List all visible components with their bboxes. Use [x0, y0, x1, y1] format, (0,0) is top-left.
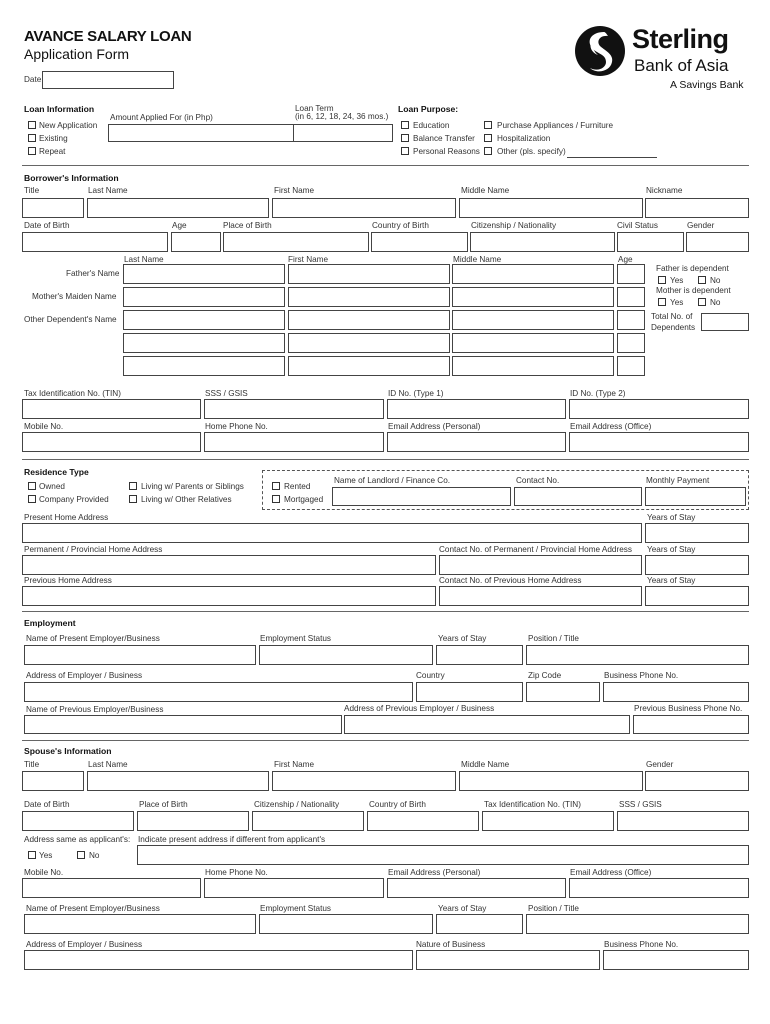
loan-type-label: Repeat	[39, 147, 66, 156]
field-label: Nickname	[646, 186, 683, 195]
field-label: SSS / GSIS	[619, 800, 662, 809]
no-label: No	[710, 276, 721, 285]
dependent-age[interactable]	[617, 333, 645, 353]
field-label: Place of Birth	[223, 221, 272, 230]
dependent-middle-name[interactable]	[452, 333, 614, 353]
last-name-field[interactable]	[87, 198, 269, 218]
brand-name: Sterling	[632, 24, 729, 54]
purpose-label: Other (pls. specify)	[497, 147, 566, 156]
checkbox-company-provided[interactable]	[28, 495, 36, 503]
loan-type-label: Existing	[39, 134, 68, 143]
loan-term-field[interactable]	[293, 124, 393, 142]
present-employer-field[interactable]	[24, 645, 256, 665]
field-label: Place of Birth	[139, 800, 188, 809]
total-dependents-field[interactable]	[701, 313, 749, 331]
field-label: Years of Stay	[647, 545, 696, 554]
mother-last-name[interactable]	[123, 287, 285, 307]
checkbox-education[interactable]	[401, 121, 409, 129]
dependent-first-name[interactable]	[288, 310, 450, 330]
field-label: Name of Landlord / Finance Co.	[334, 476, 451, 485]
father-first-name[interactable]	[288, 264, 450, 284]
field-label: Title	[24, 186, 40, 195]
permanent-contact-field[interactable]	[439, 555, 642, 575]
spouse-email-personal-field[interactable]	[387, 878, 566, 898]
purpose-label: Purchase Appliances / Furniture	[497, 121, 614, 130]
civil-status-field[interactable]	[617, 232, 684, 252]
checkbox-father-dep-yes[interactable]	[658, 276, 666, 284]
total-dependents-label: Dependents	[651, 323, 696, 332]
spouse-employer-field[interactable]	[24, 914, 256, 934]
field-label: Middle Name	[461, 760, 510, 769]
permanent-address-field[interactable]	[22, 555, 436, 575]
checkbox-mother-dep-no[interactable]	[698, 298, 706, 306]
checkbox-living-parents[interactable]	[129, 482, 137, 490]
loan-type-label: New Application	[39, 121, 98, 130]
other-specify-line[interactable]	[567, 157, 657, 158]
field-label: Date of Birth	[24, 800, 70, 809]
borrower-heading: Borrower's Information	[24, 173, 119, 183]
father-middle-name[interactable]	[452, 264, 614, 284]
field-label: Tax Identification No. (TIN)	[484, 800, 581, 809]
dependent-age[interactable]	[617, 356, 645, 376]
spouse-email-office-field[interactable]	[569, 878, 749, 898]
previous-business-phone-field[interactable]	[633, 715, 749, 734]
amount-field[interactable]	[108, 124, 294, 142]
spouse-citizenship-field[interactable]	[252, 811, 364, 831]
monthly-payment-field[interactable]	[645, 487, 746, 506]
country-of-birth-field[interactable]	[371, 232, 468, 252]
field-label: Permanent / Provincial Home Address	[24, 545, 163, 554]
total-dependents-label: Total No. of	[651, 312, 693, 321]
loan-term-sublabel: (in 6, 12, 18, 24, 36 mos.)	[295, 112, 389, 121]
dependent-last-name[interactable]	[123, 310, 285, 330]
spouse-gender-field[interactable]	[645, 771, 749, 791]
mother-middle-name[interactable]	[452, 287, 614, 307]
checkbox-same-no[interactable]	[77, 851, 85, 859]
mother-first-name[interactable]	[288, 287, 450, 307]
field-label: Zip Code	[528, 671, 562, 680]
permanent-years-field[interactable]	[645, 555, 749, 575]
mother-dependent-label: Mother is dependent	[656, 286, 731, 295]
field-label: Address of Previous Employer / Business	[344, 704, 495, 713]
field-label: Years of Stay	[438, 904, 487, 913]
column-label: First Name	[288, 255, 329, 264]
email-office-field[interactable]	[569, 432, 749, 452]
checkbox-same-yes[interactable]	[28, 851, 36, 859]
citizenship-field[interactable]	[470, 232, 615, 252]
field-label: Citizenship / Nationality	[254, 800, 340, 809]
field-label: Date of Birth	[24, 221, 70, 230]
spouse-years-field[interactable]	[436, 914, 523, 934]
date-of-birth-field[interactable]	[22, 232, 168, 252]
checkbox-living-relatives[interactable]	[129, 495, 137, 503]
field-label: Citizenship / Nationality	[471, 221, 557, 230]
spouse-tin-field[interactable]	[482, 811, 614, 831]
indicate-address-label: Indicate present address if different from applicant's	[138, 835, 326, 844]
residence-type-label: Company Provided	[39, 495, 109, 504]
field-label: Tax Identification No. (TIN)	[24, 389, 121, 398]
field-label: Last Name	[88, 760, 128, 769]
checkbox-existing[interactable]	[28, 134, 36, 142]
spouse-first-name-field[interactable]	[272, 771, 456, 791]
middle-name-field[interactable]	[459, 198, 643, 218]
father-dependent-label: Father is dependent	[656, 264, 729, 273]
residence-type-label: Living w/ Parents or Siblings	[141, 482, 244, 491]
field-label: Last Name	[88, 186, 128, 195]
field-label: Country	[416, 671, 445, 680]
field-label: Country of Birth	[369, 800, 426, 809]
loan-purpose-heading: Loan Purpose:	[398, 104, 459, 114]
field-label: Home Phone No.	[205, 868, 268, 877]
checkbox-purchase-appliances[interactable]	[484, 121, 492, 129]
spouse-heading: Spouse's Information	[24, 746, 112, 756]
field-label: Gender	[687, 221, 715, 230]
spouse-last-name-field[interactable]	[87, 771, 269, 791]
dependent-middle-name[interactable]	[452, 310, 614, 330]
amount-label: Amount Applied For (in Php)	[110, 113, 213, 122]
nickname-field[interactable]	[645, 198, 749, 218]
field-label: Name of Previous Employer/Business	[26, 705, 164, 714]
divider	[22, 740, 749, 741]
sterling-logo-icon	[572, 24, 628, 78]
no-label: No	[710, 298, 721, 307]
spouse-position-field[interactable]	[526, 914, 749, 934]
residence-type-label: Rented	[284, 482, 311, 491]
zip-code-field[interactable]	[526, 682, 600, 702]
present-years-field[interactable]	[645, 523, 749, 543]
previous-contact-field[interactable]	[439, 586, 642, 606]
field-label: Address of Employer / Business	[26, 671, 143, 680]
field-label: SSS / GSIS	[205, 389, 248, 398]
loan-term-label: Loan Term	[295, 104, 334, 113]
no-label: No	[89, 851, 100, 860]
dependent-last-name[interactable]	[123, 356, 285, 376]
field-label: Email Address (Personal)	[388, 868, 481, 877]
checkbox-mother-dep-yes[interactable]	[658, 298, 666, 306]
email-personal-field[interactable]	[387, 432, 566, 452]
home-phone-field[interactable]	[204, 432, 384, 452]
checkbox-hospitalization[interactable]	[484, 134, 492, 142]
checkbox-new-application[interactable]	[28, 121, 36, 129]
column-label: Last Name	[124, 255, 164, 264]
spouse-mobile-field[interactable]	[22, 878, 201, 898]
present-address-field[interactable]	[22, 523, 642, 543]
employment-years-field[interactable]	[436, 645, 523, 665]
loan-info-heading: Loan Information	[24, 104, 95, 114]
field-label: Contact No.	[516, 476, 560, 485]
column-label: Age	[618, 255, 633, 264]
field-label: Years of Stay	[647, 576, 696, 585]
field-label: First Name	[274, 760, 315, 769]
field-label: Country of Birth	[372, 221, 429, 230]
field-label: Mobile No.	[24, 422, 64, 431]
date-label: Date	[24, 75, 42, 84]
residence-type-label: Mortgaged	[284, 495, 324, 504]
field-label: Position / Title	[528, 634, 579, 643]
position-field[interactable]	[526, 645, 749, 665]
field-label: Position / Title	[528, 904, 579, 913]
previous-address-field[interactable]	[22, 586, 436, 606]
spouse-nature-of-business-field[interactable]	[416, 950, 600, 970]
brand-subname: Bank of Asia	[634, 56, 729, 75]
id-type2-field[interactable]	[569, 399, 749, 419]
title-field[interactable]	[22, 198, 84, 218]
spouse-country-field[interactable]	[367, 811, 479, 831]
purpose-label: Balance Transfer	[413, 134, 475, 143]
checkbox-mortgaged[interactable]	[272, 495, 280, 503]
field-label: Business Phone No.	[604, 940, 679, 949]
divider	[22, 459, 749, 460]
field-label: Business Phone No.	[604, 671, 679, 680]
purpose-label: Hospitalization	[497, 134, 551, 143]
field-label: Years of Stay	[647, 513, 696, 522]
checkbox-repeat[interactable]	[28, 147, 36, 155]
spouse-title-field[interactable]	[22, 771, 84, 791]
spouse-dob-field[interactable]	[22, 811, 134, 831]
dependent-first-name[interactable]	[288, 333, 450, 353]
checkbox-rented[interactable]	[272, 482, 280, 490]
field-label: Email Address (Office)	[570, 868, 652, 877]
purpose-label: Education	[413, 121, 450, 130]
other-dependent-label: Other Dependent's Name	[24, 315, 117, 324]
field-label: Present Home Address	[24, 513, 109, 522]
dependent-middle-name[interactable]	[452, 356, 614, 376]
purpose-label: Personal Reasons	[413, 147, 480, 156]
business-phone-field[interactable]	[603, 682, 749, 702]
first-name-field[interactable]	[272, 198, 456, 218]
father-label: Father's Name	[66, 269, 120, 278]
yes-label: Yes	[670, 276, 684, 285]
spouse-place-of-birth-field[interactable]	[137, 811, 249, 831]
field-label: Age	[172, 221, 187, 230]
gender-field[interactable]	[686, 232, 749, 252]
field-label: Title	[24, 760, 40, 769]
previous-employer-address-field[interactable]	[344, 715, 630, 734]
spouse-sss-field[interactable]	[617, 811, 749, 831]
dependent-first-name[interactable]	[288, 356, 450, 376]
divider	[22, 165, 749, 166]
previous-years-field[interactable]	[645, 586, 749, 606]
column-label: Middle Name	[453, 255, 502, 264]
date-field[interactable]	[42, 71, 174, 89]
previous-employer-field[interactable]	[24, 715, 342, 734]
field-label: Gender	[646, 760, 674, 769]
checkbox-balance-transfer[interactable]	[401, 134, 409, 142]
field-label: Contact No. of Previous Home Address	[439, 576, 582, 585]
place-of-birth-field[interactable]	[223, 232, 369, 252]
field-label: Name of Present Employer/Business	[26, 634, 160, 643]
divider	[22, 611, 749, 612]
residence-type-label: Owned	[39, 482, 65, 491]
field-label: Email Address (Office)	[570, 422, 652, 431]
spouse-middle-name-field[interactable]	[459, 771, 643, 791]
dependent-last-name[interactable]	[123, 333, 285, 353]
spouse-address-field[interactable]	[137, 845, 749, 865]
field-label: Middle Name	[461, 186, 510, 195]
mobile-field[interactable]	[22, 432, 201, 452]
tin-field[interactable]	[22, 399, 201, 419]
landlord-contact-field[interactable]	[514, 487, 642, 506]
dependent-age[interactable]	[617, 310, 645, 330]
residence-type-label: Living w/ Other Relatives	[141, 495, 232, 504]
field-label: First Name	[274, 186, 315, 195]
field-label: Address of Employer / Business	[26, 940, 143, 949]
employer-address-field[interactable]	[24, 682, 413, 702]
field-label: Home Phone No.	[205, 422, 268, 431]
checkbox-father-dep-no[interactable]	[698, 276, 706, 284]
spouse-employer-address-field[interactable]	[24, 950, 413, 970]
field-label: Name of Present Employer/Business	[26, 904, 160, 913]
id-type1-field[interactable]	[387, 399, 566, 419]
field-label: ID No. (Type 2)	[570, 389, 626, 398]
form-subtitle: Application Form	[24, 46, 130, 62]
field-label: Employment Status	[260, 634, 331, 643]
checkbox-owned[interactable]	[28, 482, 36, 490]
yes-label: Yes	[39, 851, 53, 860]
father-age[interactable]	[617, 264, 645, 284]
spouse-employment-status-field[interactable]	[259, 914, 433, 934]
landlord-field[interactable]	[332, 487, 511, 506]
field-label: Previous Business Phone No.	[634, 704, 743, 713]
same-address-label: Address same as applicant's:	[24, 835, 131, 844]
field-label: Previous Home Address	[24, 576, 112, 585]
yes-label: Yes	[670, 298, 684, 307]
field-label: Civil Status	[617, 221, 658, 230]
employment-status-field[interactable]	[259, 645, 433, 665]
mother-age[interactable]	[617, 287, 645, 307]
mother-label: Mother's Maiden Name	[32, 292, 117, 301]
spouse-home-phone-field[interactable]	[204, 878, 384, 898]
field-label: Years of Stay	[438, 634, 487, 643]
employer-country-field[interactable]	[416, 682, 523, 702]
sss-gsis-field[interactable]	[204, 399, 384, 419]
checkbox-personal-reasons[interactable]	[401, 147, 409, 155]
form-title: AVANCE SALARY LOAN	[24, 28, 192, 45]
field-label: Nature of Business	[416, 940, 486, 949]
field-label: Mobile No.	[24, 868, 64, 877]
field-label: Contact No. of Permanent / Provincial Home Address	[439, 545, 632, 554]
field-label: Monthly Payment	[646, 476, 710, 485]
employment-heading: Employment	[24, 618, 76, 628]
brand-tagline: A Savings Bank	[670, 79, 744, 91]
residence-heading: Residence Type	[24, 467, 89, 477]
field-label: Employment Status	[260, 904, 331, 913]
father-last-name[interactable]	[123, 264, 285, 284]
field-label: ID No. (Type 1)	[388, 389, 444, 398]
checkbox-other[interactable]	[484, 147, 492, 155]
field-label: Email Address (Personal)	[388, 422, 481, 431]
age-field[interactable]	[171, 232, 221, 252]
spouse-business-phone-field[interactable]	[603, 950, 749, 970]
